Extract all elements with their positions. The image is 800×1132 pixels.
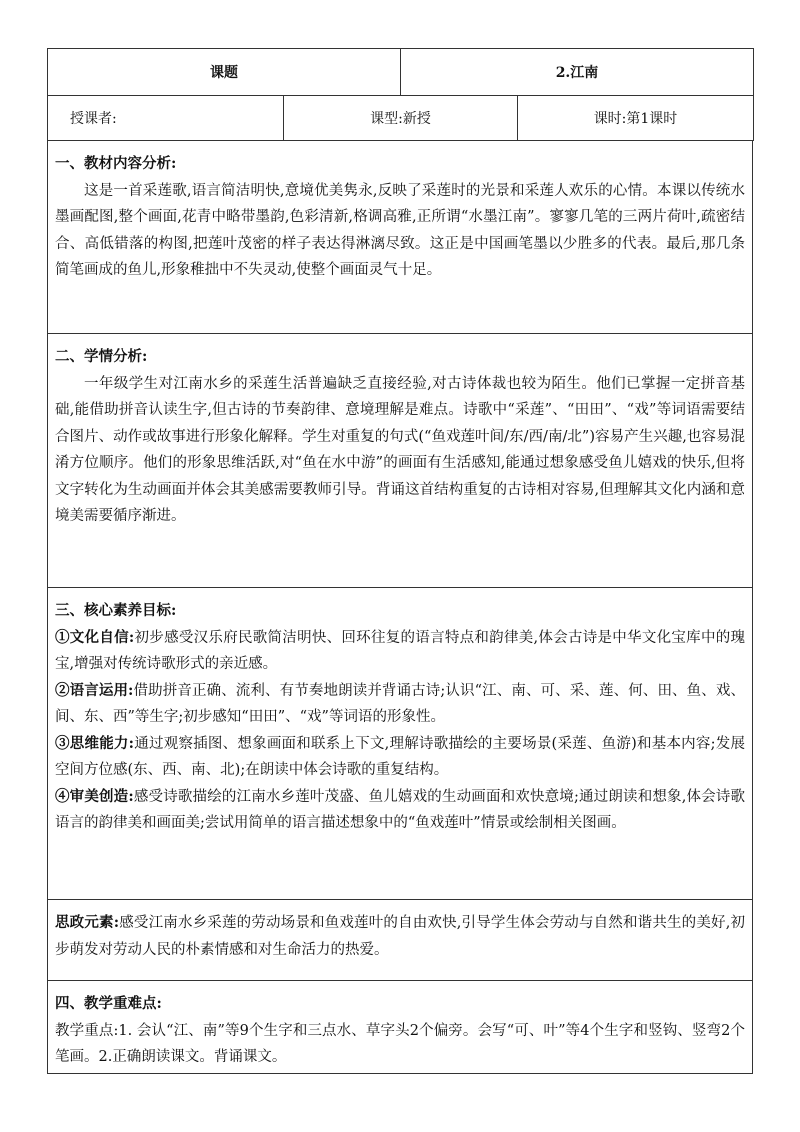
goal-item — [55, 784, 745, 837]
section-ideology — [47, 900, 753, 981]
section-heading: 二、学情分析: — [55, 348, 148, 365]
goal-text: 借助拼音正确、流利、有节奏地朗读并背诵古诗;认识“江、南、可、采、莲、何、田、鱼、戏、间、东、西”等生字;初步感知“田田”、“戏”等词语的形象性。 — [55, 682, 746, 725]
lesson-period-cell: 课时:第1课时 — [518, 96, 754, 141]
goal-label: ③思维能力: — [55, 734, 135, 752]
section-heading: 四、教学重难点: — [55, 995, 162, 1012]
teacher-cell: 授课者: — [48, 96, 284, 141]
section-body: 一年级学生对江南水乡的采莲生活普遍缺乏直接经验,对古诗体裁也较为陌生。他们已掌握一定拼音基础,能借助拼音认读生字,但古诗的节奏韵律、意境理解是难点。诗歌中“采莲”、“田田”、“戏”等词语需要结合图片、动作或故事进行形象化解释。学生对重复的句式(“鱼戏莲叶间/东/西/南/北”)容易产生兴趣,也容易混淆方位顺序。他们的形象思维活跃,对“鱼在水中游”的画面有生活感知,能通过想象感受鱼儿嬉戏的快乐,但将文字转化为生动画面并体会其美感需要教师引导。背诵这首结构重复的古诗相对容易,但理解其文化内涵和意境美需要循序渐进。 — [55, 375, 745, 524]
section-body: 这是一首采莲歌,语言简洁明快,意境优美隽永,反映了采莲时的光景和采莲人欢乐的心情。本课以传统水墨画配图,整个画面,花青中略带墨韵,色彩清新,格调高雅,正所谓“水墨江南”。寥寥几笔的三两片荷叶,疏密结合、高低错落的构图,把莲叶茂密的样子表达得淋漓尽致。这正是中国画笔墨以少胜多的代表。最后,那几条简笔画成的鱼儿,形象稚拙中不失灵动,使整个画面灵气十足。 — [55, 182, 745, 278]
goal-label: ①文化自信: — [55, 628, 135, 646]
lesson-plan-sheet — [47, 48, 753, 1074]
goal-label: ②语言运用: — [55, 681, 134, 699]
section-core-goals — [47, 588, 753, 900]
ideology-text: 思政元素:感受江南水乡采莲的劳动场景和鱼戏莲叶的自由欢快,引导学生体会劳动与自然和谐共生的美好,初步萌发对劳动人民的朴素情感和对生命活力的热爱。 — [55, 914, 745, 958]
goal-text: 初步感受汉乐府民歌简洁明快、回环往复的语言特点和韵律美,体会古诗是中华文化宝库中的瑰宝,增强对传统诗歌形式的亲近感。 — [55, 629, 746, 672]
header-table — [47, 48, 754, 141]
subject-value: 2.江南 — [401, 49, 754, 96]
goal-label: ④审美创造: — [55, 787, 134, 805]
section-heading: 三、核心素养目标: — [55, 602, 177, 619]
goal-text: 感受诗歌描绘的江南水乡莲叶茂盛、鱼儿嬉戏的生动画面和欢快意境;通过朗读和想象,体会诗歌语言的韵律美和画面美;尝试用简单的语言描述想象中的“鱼戏莲叶”情景或绘制相关图画。 — [55, 788, 745, 831]
subject-label: 课题 — [48, 49, 401, 96]
goal-item — [55, 731, 745, 784]
section-learner-analysis — [47, 334, 753, 588]
section-material-analysis — [47, 141, 753, 334]
goal-text: 通过观察插图、想象画面和联系上下文,理解诗歌描绘的主要场景(采莲、鱼游)和基本内容;发展空间方位感(东、西、南、北);在朗读中体会诗歌的重复结构。 — [55, 735, 745, 778]
section-key-points — [47, 981, 753, 1074]
section-body: 教学重点:1. 会认“江、南”等9个生字和三点水、草字头2个偏旁。会写“可、叶”等4个生字和竖钩、竖弯2个笔画。2.正确朗读课文。背诵课文。 — [55, 1022, 745, 1065]
goal-item — [55, 625, 745, 678]
ideology-label: 思政元素: — [55, 914, 120, 931]
goal-item — [55, 678, 745, 731]
lesson-type-cell: 课型:新授 — [284, 96, 518, 141]
section-heading: 一、教材内容分析: — [55, 155, 177, 172]
